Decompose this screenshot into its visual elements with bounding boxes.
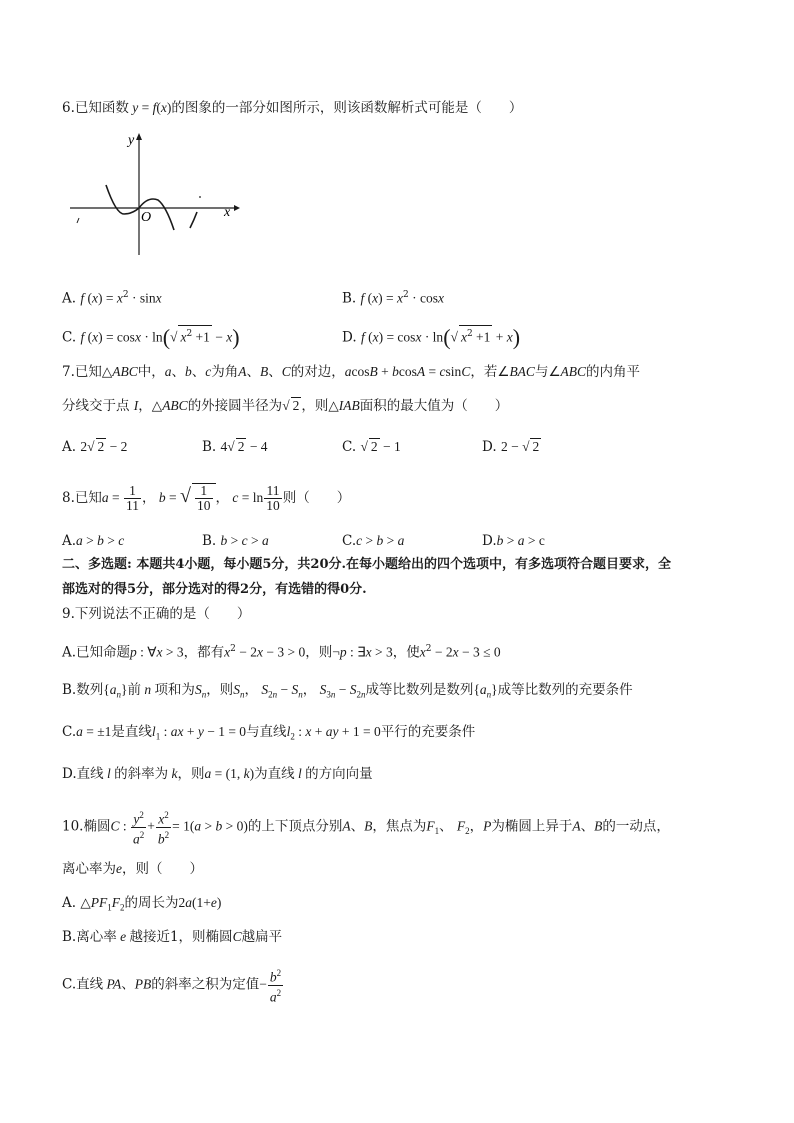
y-axis-arrow — [136, 133, 142, 140]
q8-option-d: D.b > a > c — [482, 533, 545, 549]
q9-option-c: C.a = ±1是直线$l_1$ : ax + y − 1 = 0与直线$l_2$ : x + ay + 1 = 0平行的充要条件 — [62, 724, 476, 742]
q6-option-a: A. f $(x) = x^2 \cdot \sin x$ — [62, 290, 162, 307]
q7-line2: 分线交于点 I，△ABC的外接圆半径为√ 2 ，则△IAB面积的最大值为（ ） — [62, 398, 509, 414]
dot-mark — [199, 196, 201, 198]
q9-option-a: A.已知命题p : ∀x > 3，都有$x^2 - 2x - 3 > 0$，则¬p : ∃x > 3，使$x^2 - 2x - 3 \le 0$ — [62, 644, 501, 661]
q9-option-b: B.数列$\{a_n\}$前 n 项和为$S_n$，则$S_n$， $S_{2n} - S_n$， $S_{3n} - S_{2n}$成等比数列是数列$\{a_n\}$成等比数列的充要条件 — [62, 682, 633, 700]
q9-option-d: D.直线 l 的斜率为 k，则a = (1, k)为直线 l 的方向向量 — [62, 766, 373, 782]
function-curve — [106, 185, 174, 230]
q10-line2: 离心率为e，则（ ） — [62, 861, 203, 877]
q8-option-c: C.c > b > a — [342, 533, 405, 549]
q7-option-b: B. 4√ 2 − 4 — [202, 439, 268, 455]
q6-stem: 6.已知函数 y = f(x)的图象的一部分如图所示，则该函数解析式可能是（ ） — [62, 100, 523, 116]
q8-option-b: B. b > c > a — [202, 533, 269, 549]
section2-line2: 部选对的得5分，部分选对的得2分，有选错的得0分. — [62, 582, 367, 597]
q6-option-c: C. f (x) = cosx · ln(√ $x^2 +1 - x$) — [62, 324, 240, 350]
q6-function-graph — [62, 130, 242, 260]
q10-option-b: B.离心率 e 越接近1，则椭圆C越扁平 — [62, 929, 283, 945]
origin-label: O — [141, 210, 152, 225]
q7-option-c: C. √ 2 − 1 — [342, 439, 401, 455]
q7-line1: 7.已知△ABC中，a、b、c为角A、B、C的对边，acosB + bcosA = csinC，若∠BAC与∠ABC的内角平 — [62, 364, 641, 380]
q8-option-a: A.a > b > c — [62, 533, 125, 549]
y-label: y — [128, 133, 135, 148]
x-axis-arrow — [234, 205, 240, 211]
function-curve-right — [190, 212, 197, 228]
q10-option-a: A. $\triangle PF_1F_2$的周长为2a(1+e) — [62, 895, 222, 913]
x-label: x — [224, 205, 231, 220]
q7-option-d: D. 2 − √ 2 — [482, 439, 540, 455]
q7-option-a: A. 2√ 2 − 2 — [62, 439, 128, 455]
q10-option-c: C.直线 PA、PB的斜率之积为定值− $\frac{b^2}{a^2}$ — [62, 968, 282, 1004]
q6-option-b: B. f $(x) = x^2 \cdot \cos x$ — [342, 290, 444, 307]
q6-option-d: D. f (x) = cosx · ln(√ $x^2 +1 + x$) — [342, 324, 521, 350]
left-tick — [77, 218, 79, 223]
q8-stem: 8.已知a = $\frac{1}{11}$ ， b = √ $\frac{1}{10}$ ， c = ln $\frac{11}{10}$ 则（ ） — [62, 483, 351, 513]
q9-stem: 9.下列说法不正确的是（ ） — [62, 606, 251, 622]
section2-line1: 二、多选题: 本题共4小题，每小题5分，共20分.在每小题给出的四个选项中，有多选项符合题目要求，全 — [62, 557, 672, 572]
q10-stem: 10.椭圆C : $\frac{y^2}{a^2}$ + $\frac{x^2}{b^2}$ = 1(a > b > 0)的上下顶点分别A、B，焦点为$F_1$、 $F_2$，P为椭圆上异于A、B的一动点， — [62, 810, 670, 846]
